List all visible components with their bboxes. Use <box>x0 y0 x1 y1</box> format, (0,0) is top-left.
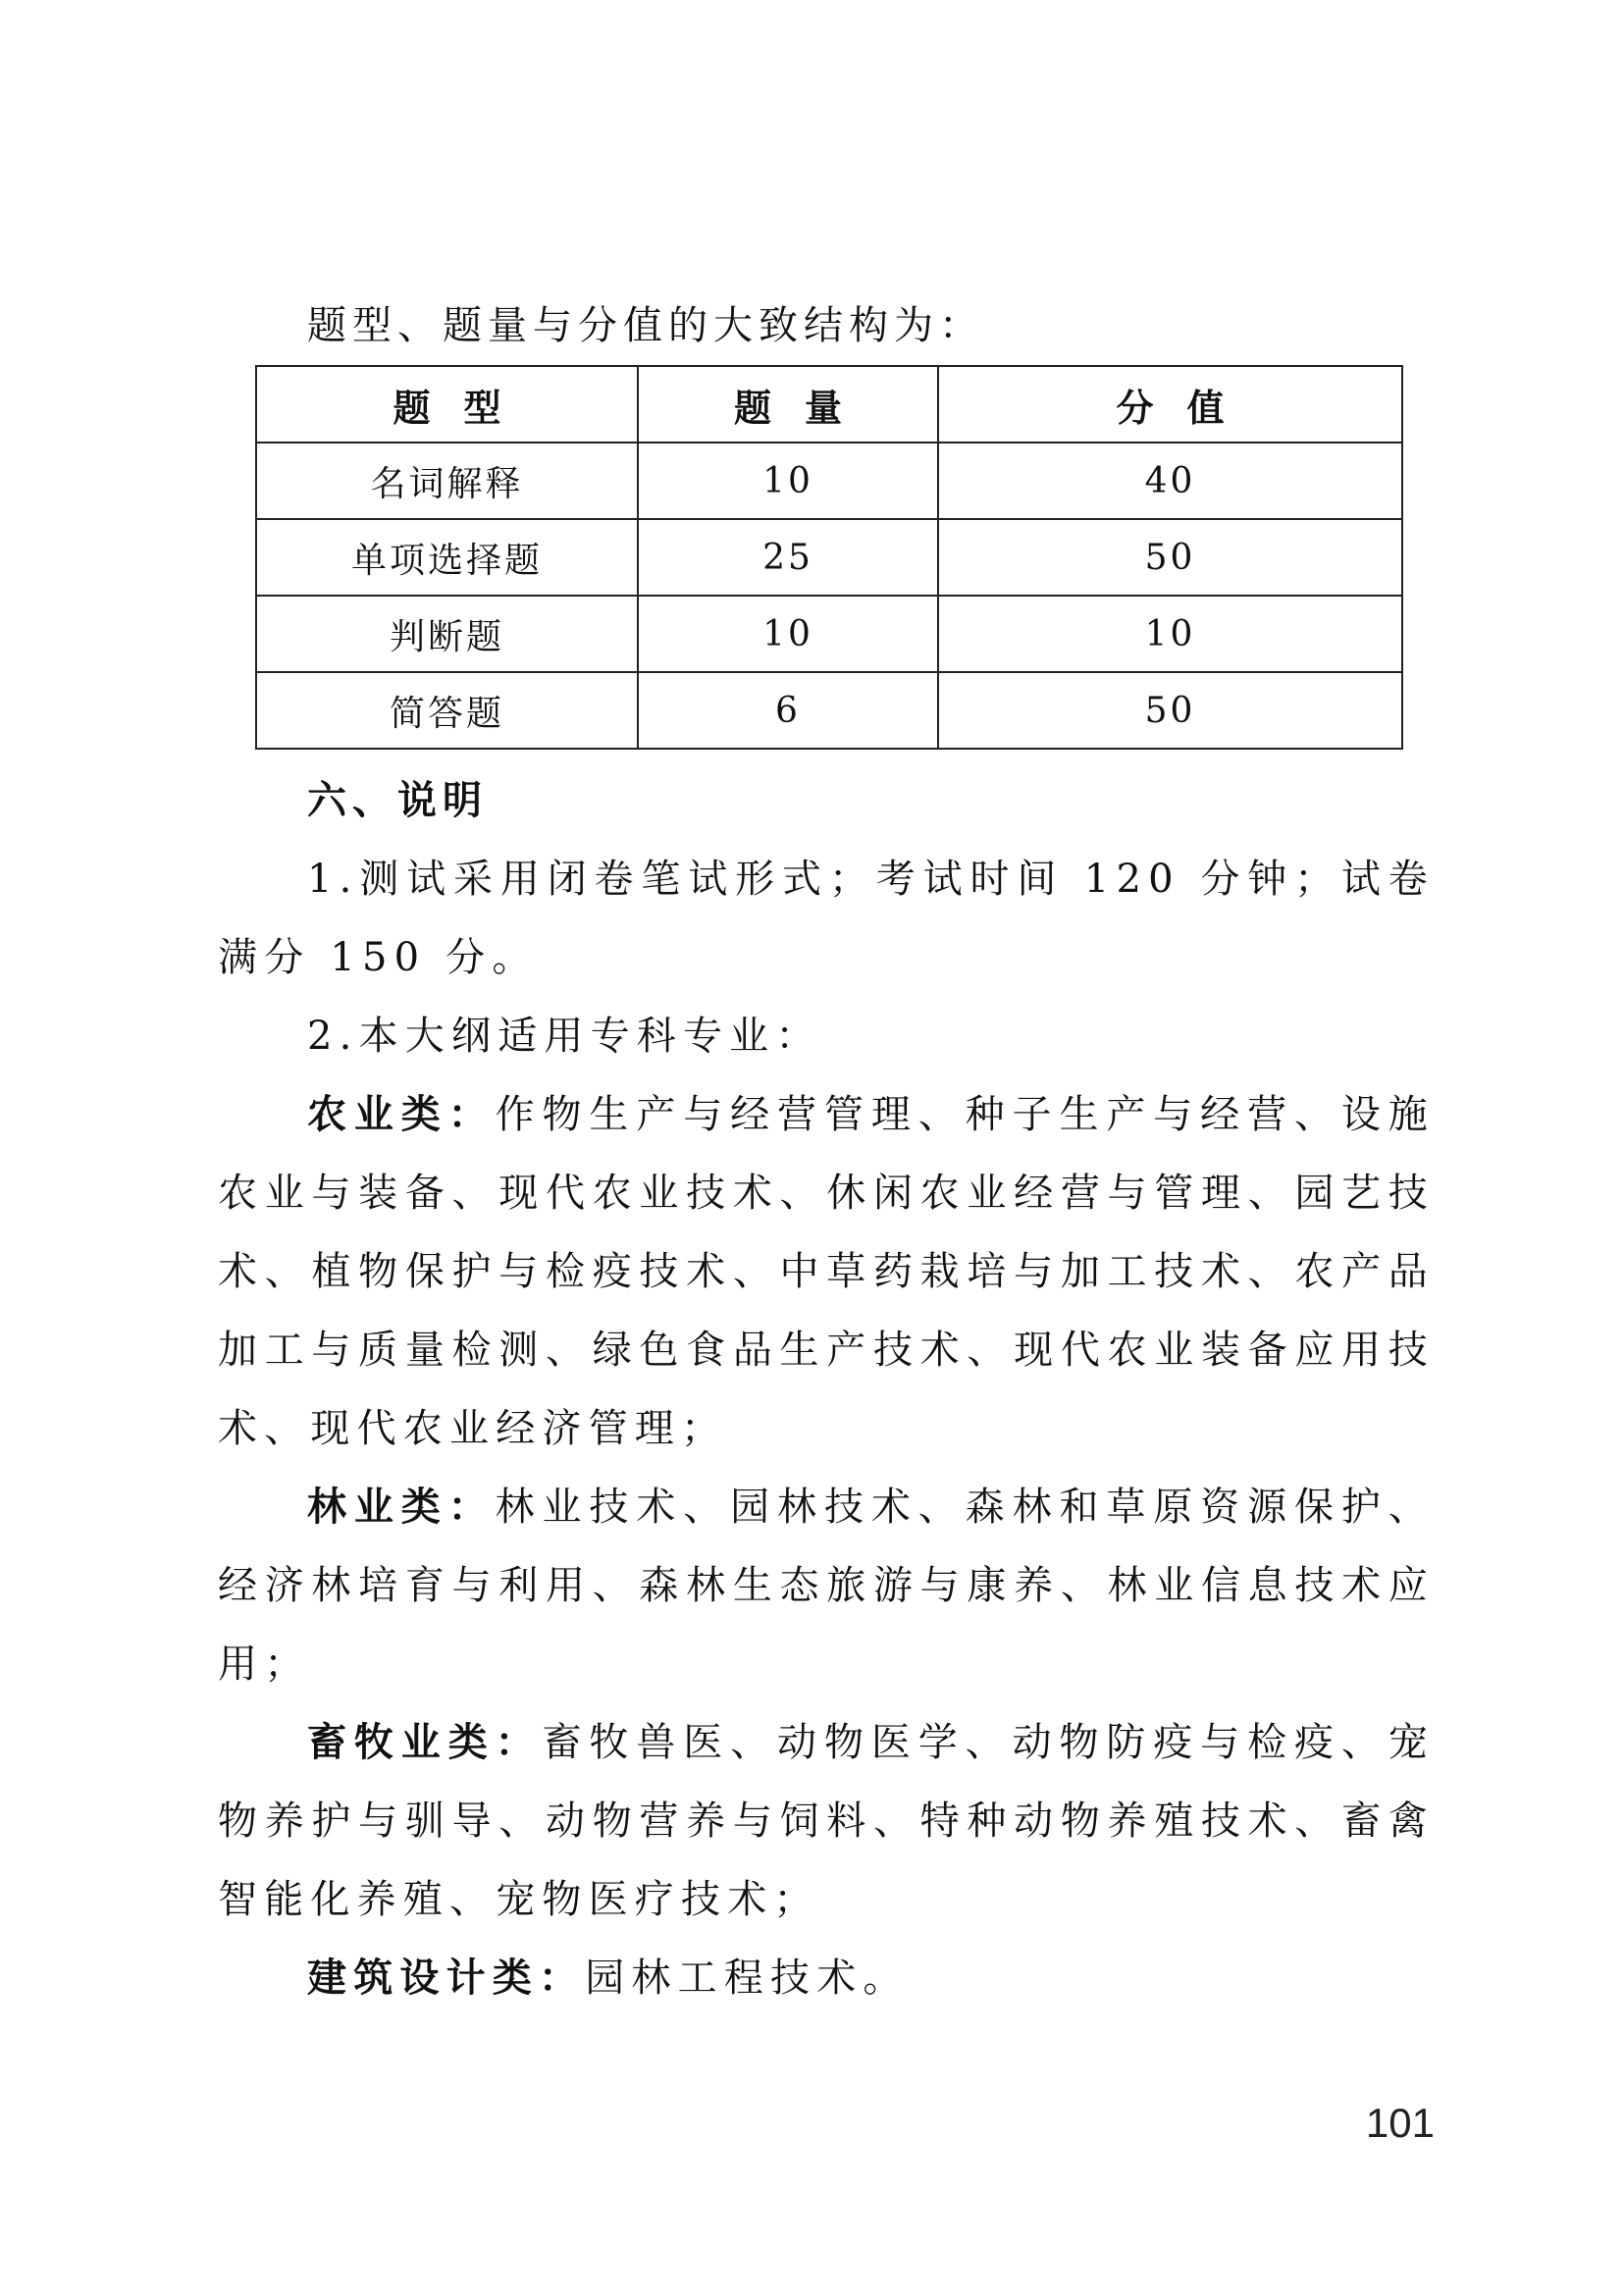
cell-score: 40 <box>938 443 1402 519</box>
cell-count: 6 <box>638 672 938 749</box>
cell-type: 判断题 <box>256 596 638 672</box>
cell-score: 50 <box>938 519 1402 596</box>
category-majors: 作物生产与经营管理、种子生产与经营、设施农业与装备、现代农业技术、休闲农业经营与管理、园艺技术、植物保护与检疫技术、中草药栽培与加工技术、农产品加工与质量检测、绿色食品生产技术、现代农业装备应用技术、现代农业经济管理； <box>218 1092 1435 1451</box>
cell-score: 50 <box>938 672 1402 749</box>
header-score: 分值 <box>938 366 1402 443</box>
table-row <box>256 519 1402 596</box>
cell-count: 10 <box>638 443 938 519</box>
cell-type: 单项选择题 <box>256 519 638 596</box>
category-architecture-design <box>218 1939 1435 2017</box>
category-forestry <box>218 1468 1435 1703</box>
header-question-type: 题型 <box>256 366 638 443</box>
category-label: 农业类： <box>307 1091 496 1137</box>
page-number: 101 <box>1365 2100 1435 2146</box>
category-label: 建筑设计类： <box>307 1955 586 2001</box>
table-intro-text: 题型、题量与分值的大致结构为： <box>307 303 984 348</box>
category-majors: 园林工程技术。 <box>585 1956 910 2001</box>
cell-type: 简答题 <box>256 672 638 749</box>
note-exam-format: 1.测试采用闭卷笔试形式；考试时间 120 分钟；试卷满分 150 分。 <box>218 857 1435 980</box>
category-label: 林业类： <box>307 1484 496 1530</box>
section-heading: 六、说明 <box>307 777 488 823</box>
question-structure-table <box>255 365 1403 750</box>
category-agriculture <box>218 1075 1435 1468</box>
cell-type: 名词解释 <box>256 443 638 519</box>
table-row <box>256 596 1402 672</box>
cell-count: 25 <box>638 519 938 596</box>
category-label: 畜牧业类： <box>307 1719 543 1765</box>
category-majors: 林业技术、园林技术、森林和草原资源保护、经济林培育与利用、森林生态旅游与康养、林业信息技术应用； <box>218 1485 1435 1687</box>
header-question-count: 题量 <box>638 366 938 443</box>
note-applicable-majors: 2.本大纲适用专科专业： <box>307 1014 822 1059</box>
category-animal-husbandry <box>218 1703 1435 1939</box>
table-row <box>256 672 1402 749</box>
table-row <box>256 443 1402 519</box>
table-header-row <box>256 366 1402 443</box>
category-majors: 畜牧兽医、动物医学、动物防疫与检疫、宠物养护与驯导、动物营养与饲料、特种动物养殖技术、畜禽智能化养殖、宠物医疗技术； <box>218 1720 1435 1922</box>
cell-count: 10 <box>638 596 938 672</box>
cell-score: 10 <box>938 596 1402 672</box>
section-body <box>218 840 1435 2017</box>
